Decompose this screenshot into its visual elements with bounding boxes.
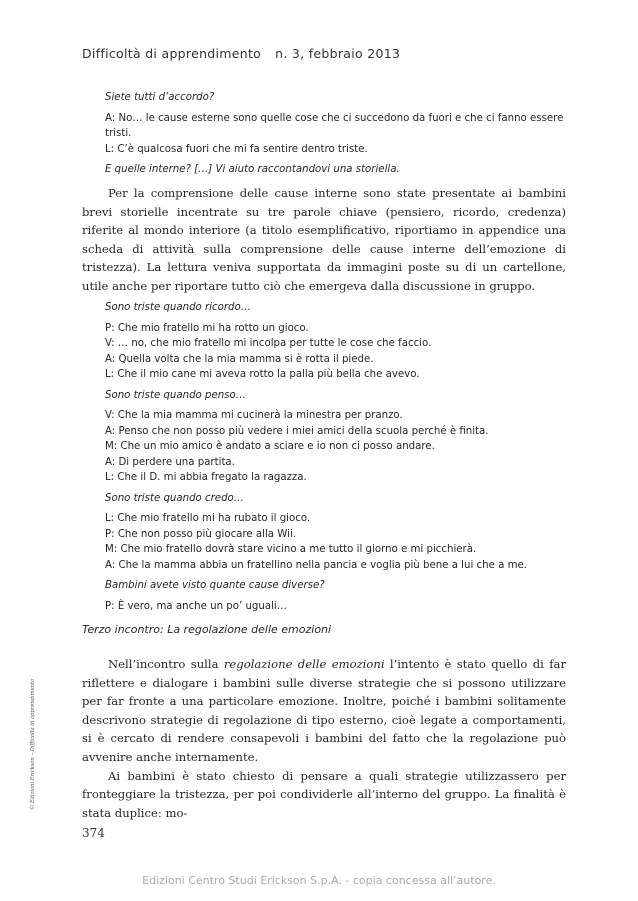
body-paragraph-2 [82, 655, 566, 822]
dialogue-line: M: Che mio fratello dovrà stare vicino a me tutto il giorno e mi picchierà. [105, 544, 477, 555]
running-head [82, 46, 562, 61]
dialogue-line: V: … no, che mio fratello mi incolpa per tutte le cose che faccio. [105, 338, 432, 349]
dialogue-line: Siete tutti d’accordo? [105, 92, 215, 103]
copyright-side-note: © Edizioni Erickson – Difficoltà di apprendimento [30, 678, 36, 810]
body-paragraph-1 [82, 184, 566, 296]
paragraph-text-before: Nell’incontro sulla [108, 657, 224, 671]
paragraph-text: Ai bambini è stato chiesto di pensare a quali strategie utilizzassero per fronteggiare la tristezza, per poi condividerle all’interno del gruppo. La finalità è stata duplice: mo- [82, 768, 566, 820]
dialogue-line: P: Che mio fratello mi ha rotto un gioco. [105, 322, 309, 334]
paragraph-text [82, 655, 566, 767]
paragraph-text: Per la comprensione delle cause interne sono state presentate ai bambini brevi storielle incentrate su tre parole chiave (pensiero, ricordo, credenza) riferite al mondo interiore (a titolo esemplificativo, riportiamo in appendice una scheda di attività sulla comprensione delle cause interne dell’emozione di tristezza). La lettura veniva supportata da immagini poste su di un cartellone, utile anche per riportare tutto ciò che emergeva dalla discussione in gruppo. [82, 186, 566, 293]
dialogue-line: Sono triste quando ricordo… [105, 302, 251, 313]
dialogue-line: Sono triste quando credo… [105, 492, 244, 504]
dialogue-line: Bambini avete visto quante cause diverse? [105, 580, 325, 591]
section-heading: Terzo incontro: La regolazione delle emozioni [82, 623, 332, 636]
dialogue-line: A: Quella volta che la mia mamma si è rotta il piede. [105, 353, 374, 365]
paragraph-text-after: l’intento è stato quello di far riflettere e dialogare i bambini sulle diverse strategie che si possono utilizzare per far fronte a una particolare emozione. Inoltre, poiché i bambini solitamente descrivono strategie di regolazione di tipo esterno, cioè legate a comportamenti, si è cercato di rendere consapevoli i bambini del fatto che la regolazione può avvenire anche internamente. [82, 657, 566, 764]
dialogue-line: V: Che la mia mamma mi cucinerà la minestra per pranzo. [105, 410, 403, 421]
page-number: 374 [82, 826, 105, 840]
dialogue-line: P: È vero, ma anche un po’ uguali… [105, 600, 287, 612]
dialogue-line: A: Penso che non posso più vedere i miei amici della scuola perché è finita. [105, 425, 489, 437]
dialogue-line: Sono triste quando penso… [105, 389, 246, 401]
dialogue-block-2 [105, 300, 565, 614]
dialogue-line: L: C’è qualcosa fuori che mi fa sentire dentro triste. [105, 143, 368, 155]
dialogue-line: L: Che il mio cane mi aveva rotto la palla più bella che avevo. [105, 369, 420, 380]
watermark: Edizioni Centro Studi Erickson S.p.A. - copia concessa all’autore. [142, 874, 496, 887]
dialogue-line: A: No… le cause esterne sono quelle cose che ci succedono da fuori e che ci fanno essere tristi. [105, 112, 564, 139]
emphasis-text: regolazione delle emozioni [223, 657, 385, 671]
dialogue-block-1 [105, 90, 565, 178]
dialogue-line: L: Che il D. mi abbia fregato la ragazza. [105, 472, 307, 483]
dialogue-line: L: Che mio fratello mi ha rubato il gioco. [105, 513, 311, 524]
dialogue-line: E quelle interne? […] Vi aiuto raccontandovi una storiella. [105, 164, 400, 175]
dialogue-line: A: Di perdere una partita. [105, 456, 235, 468]
dialogue-line: A: Che la mamma abbia un fratellino nella pancia e voglia più bene a lui che a me. [105, 559, 528, 571]
journal-title: Difficoltà di apprendimento [82, 46, 262, 61]
issue-info: n. 3, febbraio 2013 [275, 46, 401, 61]
dialogue-line: M: Che un mio amico è andato a sciare e io non ci posso andare. [105, 441, 435, 452]
dialogue-line: P: Che non posso più giocare alla Wii. [105, 528, 297, 540]
